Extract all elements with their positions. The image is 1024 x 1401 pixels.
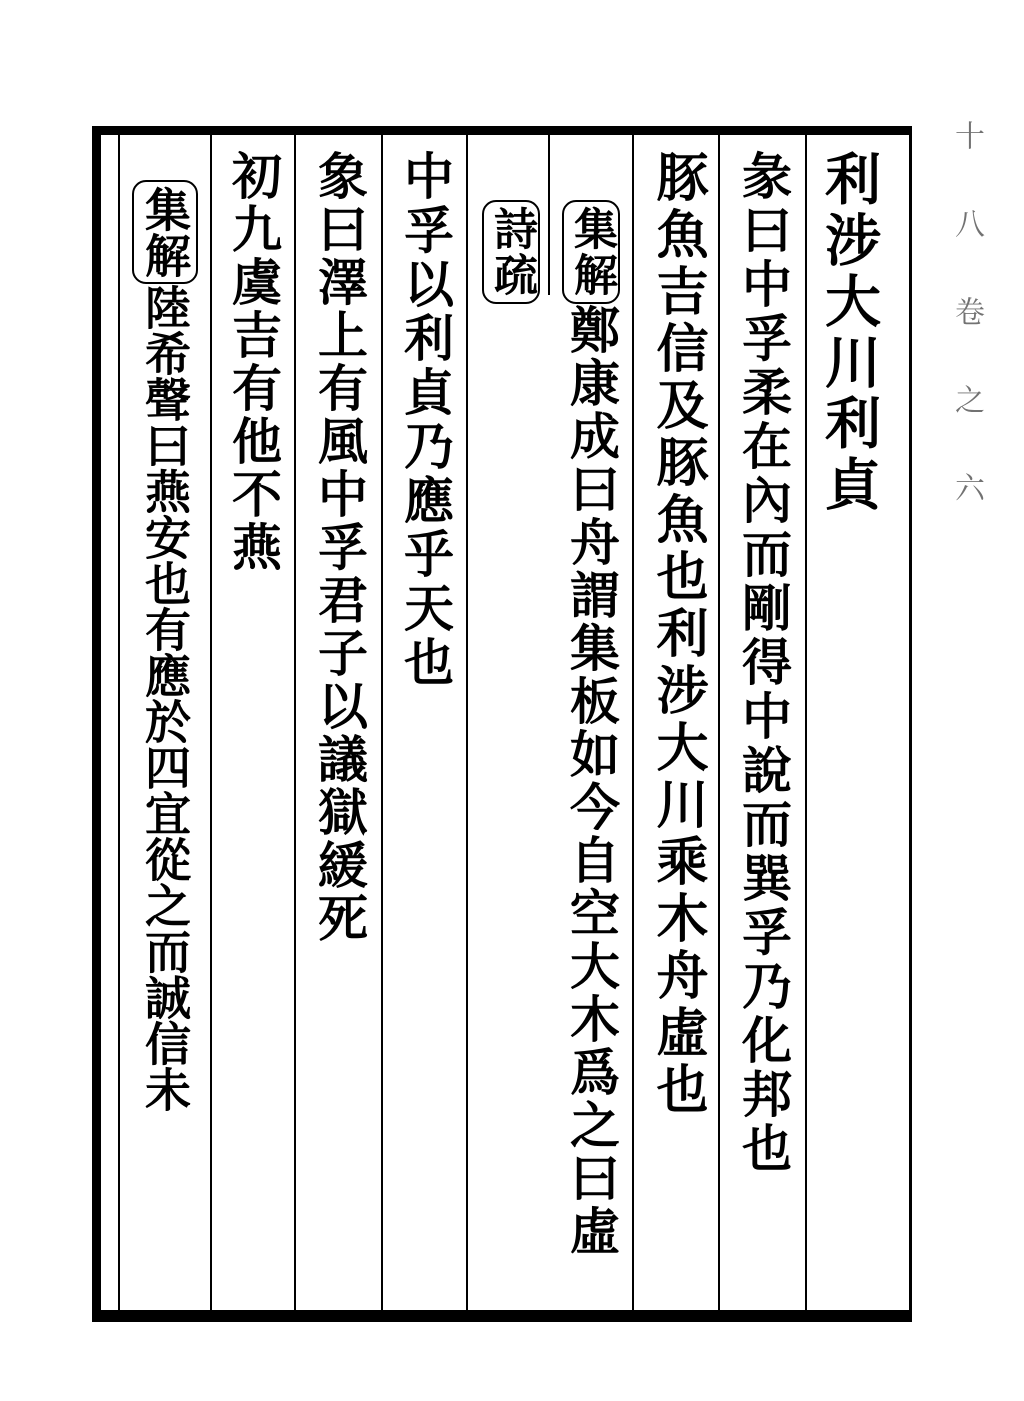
commentary-label: 集解 xyxy=(132,180,198,284)
text-column-1 xyxy=(814,150,884,516)
column-text: 初九虞吉有他不燕 xyxy=(224,150,283,574)
column-rule xyxy=(718,135,720,1310)
column-rule xyxy=(294,135,296,1310)
column-rule xyxy=(632,135,634,1310)
text-column-7 xyxy=(304,150,374,945)
column-text: 鄭康成曰舟謂集板如今自空大木爲之曰虛 xyxy=(562,304,621,1258)
commentary-label: 集解 xyxy=(562,200,620,304)
column-text: 豚魚吉信及豚魚也利涉大川乘木舟虛也 xyxy=(647,150,708,1119)
text-column-5 xyxy=(476,200,546,304)
column-text xyxy=(132,180,198,1112)
commentary-label: 詩疏 xyxy=(482,200,540,304)
outer-margin-text: 十八卷之六 xyxy=(949,120,984,560)
column-rule xyxy=(118,135,120,1310)
text-column-4 xyxy=(556,200,626,1258)
column-text: 象曰澤上有風中孚君子以議獄緩死 xyxy=(310,150,369,945)
text-column-2 xyxy=(728,150,798,1176)
column-text: 彖曰中孚柔在內而剛得中說而巽孚乃化邦也 xyxy=(734,150,793,1176)
text-column-9 xyxy=(130,180,200,1112)
column-text: 利涉大川利貞 xyxy=(816,150,882,516)
column-rule xyxy=(466,135,468,1310)
column-rule xyxy=(381,135,383,1310)
column-rule xyxy=(210,135,212,1310)
text-column-8 xyxy=(218,150,288,574)
text-column-3 xyxy=(642,150,712,1119)
column-text: 中孚以利貞乃應乎天也 xyxy=(396,150,455,690)
column-rule xyxy=(805,135,807,1310)
column-rule xyxy=(548,135,550,295)
column-text-body: 陸希聲曰燕安也有應於四宜從之而誠信未 xyxy=(138,284,192,1112)
text-column-6 xyxy=(390,150,460,690)
